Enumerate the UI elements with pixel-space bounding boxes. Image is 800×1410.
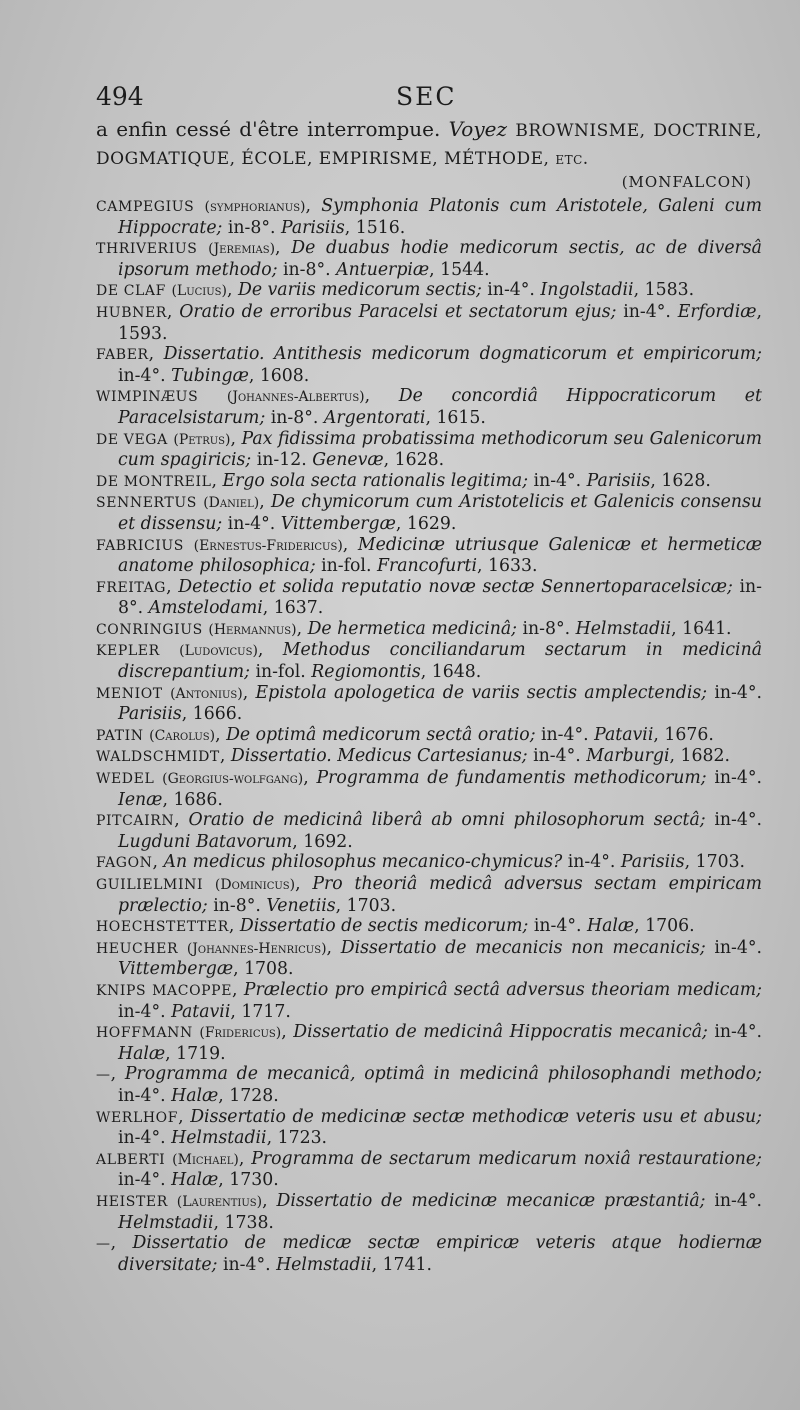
entry-author: DE CLAF — [96, 283, 166, 300]
page-body — [96, 116, 762, 1275]
bibliography-entry: HOECHSTETTER, Dissertatio de sectis medicorum; in-4°. Halæ, 1706. — [96, 916, 695, 937]
entry-place: Regiomontis — [311, 662, 421, 683]
entry-year: 1719. — [176, 1043, 226, 1064]
entry-place: Lugduni Batavorum — [118, 831, 293, 852]
entry-year: 1706. — [645, 916, 695, 937]
entry-title: Dissertatio de medicinæ mecanicæ præstantiâ; — [276, 1190, 706, 1211]
entry-given-name: (Lucius) — [171, 283, 227, 300]
entry-year: 1682. — [680, 746, 730, 767]
entry-title: Epistola apologetica de variis sectis amplectendis; — [255, 682, 708, 703]
entry-author: CONRINGIUS — [96, 621, 203, 638]
entry-format: in-4°. — [118, 365, 166, 386]
entry-format: in-4°. — [714, 1190, 763, 1211]
entry-title: Oratio de medicinâ liberâ ab omni philosophorum sectâ; — [188, 810, 706, 831]
entry-place: Helmstadii — [575, 618, 672, 639]
entry-year: 1703. — [695, 852, 746, 873]
running-title: SEC — [396, 82, 457, 111]
entry-title: De chymicorum cum Aristotelicis et Galenicis consensu et dissensu; — [118, 492, 762, 534]
entry-author: KNIPS MACOPPE — [96, 982, 233, 999]
entry-year: 1666. — [192, 704, 243, 725]
entry-year: 1516. — [355, 217, 406, 238]
entry-given-name: (Hermannus) — [208, 621, 297, 638]
entry-given-name: (Ludovicus) — [179, 643, 258, 660]
bibliography-entry: HOFFMANN (Fridericus), Dissertatio de medicinâ Hippocratis mecanicâ; in-4°. Halæ, 1719. — [96, 1022, 762, 1064]
bibliography-entry: KEPLER (Ludovicus), Methodus conciliandarum sectarum in medicinâ discrepantium; in-fol. Regiomontis, 1648. — [96, 640, 762, 683]
entry-given-name: (Ernestus-Fridericus) — [193, 537, 343, 554]
entry-year: 1633. — [488, 556, 538, 577]
entry-title: Dissertatio de medicæ sectæ empiricæ veteris atque hodiernæ diversitate; — [118, 1233, 762, 1275]
entry-place: Ienæ — [118, 789, 163, 810]
entry-format: in-4°. — [541, 724, 589, 745]
entry-format: in-4°. — [227, 513, 276, 534]
entry-given-name: (Antonius) — [170, 685, 243, 702]
bibliography-entry: KNIPS MACOPPE, Prælectio pro empiricâ sectâ adversus theoriam medicam; in-4°. Patavii, 1717. — [96, 979, 762, 1022]
entry-place: Halæ — [171, 1170, 219, 1191]
page-number: 494 — [96, 82, 144, 111]
entry-given-name: (Carolus) — [149, 727, 216, 744]
entry-author: MENIOT — [96, 685, 163, 702]
entry-format: in-8°. — [213, 895, 261, 916]
bibliography-entry: MENIOT (Antonius), Epistola apologetica de variis sectis amplectendis; in-4°. Parisiis, 1666. — [96, 682, 762, 725]
entry-format: in-4°. — [714, 682, 762, 703]
entry-format: in-4°. — [487, 280, 535, 301]
entry-year: 1628. — [394, 450, 445, 471]
entry-title: Dissertatio de sectis medicorum; — [239, 916, 529, 937]
bibliography-list — [96, 196, 762, 1275]
entry-year: 1641. — [682, 618, 732, 639]
entry-place: Parisiis — [620, 852, 685, 873]
entry-author: GUILIELMINI — [96, 877, 204, 893]
see-also-references: BROWNISME, DOCTRINE, DOGMATIQUE, ÉCOLE, EMPIRISME, MÉTHODE, etc. — [96, 121, 763, 169]
bibliography-entry: WERLHOF, Dissertatio de medicinæ sectæ methodicæ veteris usu et abusu; in-4°. Helmstadii, 1723. — [96, 1106, 762, 1149]
entry-title: Programma de mecanicâ, optimâ in medicinâ philosophandi methodo; — [124, 1064, 762, 1085]
entry-place: Erfordiæ — [677, 301, 757, 322]
entry-title: Methodus conciliandarum sectarum in medicinâ discrepantium; — [118, 640, 762, 683]
entry-place: Halæ — [118, 1043, 166, 1064]
bibliography-entry: FABER, Dissertatio. Antithesis medicorum dogmaticorum et empiricorum; in-4°. Tubingæ, 1608. — [96, 344, 762, 386]
bibliography-entry: PATIN (Carolus), De optimâ medicorum sectâ oratio; in-4°. Patavii, 1676. — [96, 724, 714, 745]
entry-given-name: (Johannes-Albertus) — [226, 389, 365, 406]
entry-year: 1741. — [382, 1254, 433, 1275]
entry-title: An medicus philosophus mecanico-chymicus? — [163, 852, 563, 873]
entry-author: HEUCHER — [96, 940, 179, 957]
bibliography-entry: CAMPEGIUS (symphorianus), Symphonia Platonis cum Aristotele, Galeni cum Hippocrate; in-8°. Parisiis, 1516. — [96, 196, 762, 238]
bibliography-entry: FAGON, An medicus philosophus mecanico-chymicus? in-4°. Parisiis, 1703. — [96, 852, 746, 873]
bibliography-entry: FABRICIUS (Ernestus-Fridericus), Medicinæ utriusque Galenicæ et hermeticæ anatome philosophica; in-fol. Francofurti, 1633. — [96, 534, 762, 577]
entry-author: ALBERTI — [96, 1151, 166, 1168]
entry-place: Patavii — [171, 1001, 231, 1022]
entry-year: 1708. — [244, 959, 294, 980]
entry-year: 1608. — [259, 365, 310, 386]
entry-title: Detectio et solida reputatio novæ sectæ Sennertoparacelsicæ; — [178, 576, 733, 597]
entry-format: in-4°. — [533, 470, 582, 491]
entry-format: in-4°. — [714, 810, 762, 831]
entry-title: Dissertatio de medicinâ Hippocratis mecanicâ; — [293, 1022, 708, 1043]
entry-given-name: (Michael) — [172, 1151, 239, 1168]
entry-format: in-4°. — [118, 1085, 166, 1106]
entry-given-name: (Dominicus) — [214, 877, 296, 893]
entry-format: in-4°. — [118, 1170, 166, 1191]
entry-place: Vittembergæ — [280, 513, 396, 534]
entry-title: Dissertatio de mecanicis non mecanicis; — [340, 937, 706, 958]
entry-title: Symphonia Platonis cum Aristotele, Galeni cum Hippocrate; — [118, 196, 762, 238]
entry-place: Parisiis — [281, 217, 345, 238]
entry-place: Francofurti — [376, 556, 477, 577]
entry-given-name: (Fridericus) — [199, 1025, 282, 1042]
entry-year: 1723. — [277, 1128, 328, 1149]
entry-format: in-4°. — [714, 768, 762, 789]
entry-author: FREITAG — [96, 579, 167, 596]
entry-format: in-8°. — [522, 618, 571, 639]
entry-place: Patavii — [594, 724, 654, 745]
entry-author: HOECHSTETTER — [96, 919, 229, 936]
entry-year: 1730. — [229, 1170, 279, 1191]
entry-format: in-4°. — [714, 937, 762, 958]
entry-author: WIMPINÆUS — [96, 389, 199, 406]
entry-place: Helmstadii — [276, 1254, 372, 1275]
entry-place: Halæ — [587, 916, 635, 937]
entry-author: CAMPEGIUS — [96, 199, 195, 215]
bibliography-entry: ALBERTI (Michael), Programma de sectarum medicarum noxiâ restauratione; in-4°. Halæ, 1730. — [96, 1148, 762, 1191]
entry-year: 1728. — [229, 1085, 279, 1106]
entry-given-name: (Georgius-wolfgang) — [162, 771, 304, 788]
bibliography-entry: SENNERTUS (Daniel), De chymicorum cum Aristotelicis et Galenicis consensu et dissensu; in-4°. Vittembergæ, 1629. — [96, 492, 762, 534]
entry-author: HEISTER — [96, 1193, 168, 1210]
entry-format: in-8°. — [227, 217, 276, 238]
entry-given-name: (Johannes-Henricus) — [186, 940, 327, 957]
entry-place: Amstelodami — [148, 598, 263, 619]
bibliography-entry: THRIVERIUS (Jeremias), De duabus hodie medicorum sectis, ac de diversâ ipsorum methodo; in-8°. Antuerpiæ, 1544. — [96, 238, 762, 280]
entry-author: THRIVERIUS — [96, 241, 198, 258]
bibliography-entry: DE CLAF (Lucius), De variis medicorum sectis; in-4°. Ingolstadii, 1583. — [96, 280, 695, 301]
bibliography-entry: WEDEL (Georgius-wolfgang), Programma de fundamentis methodicorum; in-4°. Ienæ, 1686. — [96, 768, 762, 810]
entry-format: in-12. — [256, 450, 307, 471]
entry-author: SENNERTUS — [96, 495, 197, 512]
entry-author: — — [96, 1236, 111, 1253]
entry-year: 1676. — [664, 724, 714, 745]
entry-year: 1648. — [431, 662, 482, 683]
bibliography-entry: CONRINGIUS (Hermannus), De hermetica medicinâ; in-8°. Helmstadii, 1641. — [96, 618, 732, 639]
bibliography-entry: —, Programma de mecanicâ, optimâ in medicinâ philosophandi methodo; in-4°. Halæ, 1728. — [96, 1064, 762, 1106]
entry-author: — — [96, 1067, 111, 1084]
entry-author: WEDEL — [96, 771, 155, 788]
entry-year: 1615. — [436, 407, 486, 428]
entry-year: 1692. — [303, 831, 353, 852]
entry-author: FABER — [96, 347, 149, 364]
entry-year: 1593. — [118, 323, 168, 344]
entry-title: Medicinæ utriusque Galenicæ et hermeticæ anatome philosophica; — [118, 534, 762, 577]
entry-format: in-4°. — [118, 1001, 166, 1022]
entry-format: in-fol. — [321, 556, 372, 577]
entry-year: 1738. — [224, 1212, 274, 1233]
bibliography-entry: HUBNER, Oratio de erroribus Paracelsi et sectatorum ejus; in-4°. Erfordiæ, 1593. — [96, 301, 762, 344]
entry-author: PITCAIRN — [96, 813, 175, 830]
entry-format: in-4°. — [118, 1128, 166, 1149]
entry-author: HOFFMANN — [96, 1025, 193, 1042]
entry-format: in-4°. — [714, 1022, 762, 1043]
entry-given-name: (Laurentius) — [176, 1193, 263, 1210]
entry-given-name: (Petrus) — [173, 431, 231, 448]
bibliography-entry: DE MONTREIL, Ergo sola secta rationalis legitima; in-4°. Parisiis, 1628. — [96, 470, 711, 491]
entry-author: KEPLER — [96, 643, 160, 660]
entry-year: 1717. — [241, 1001, 291, 1022]
entry-format: in-4°. — [533, 746, 581, 767]
author-signature: (MONFALCON) — [621, 173, 752, 191]
entry-author: HUBNER — [96, 304, 167, 321]
entry-format: in-4°. — [222, 1254, 271, 1275]
intro-lead: a enfin cessé d'être interrompue. — [96, 117, 441, 141]
entry-place: Genevæ — [312, 450, 384, 471]
entry-format: in-4°. — [533, 916, 582, 937]
entry-title: De duabus hodie medicorum sectis, ac de diversâ ipsorum methodo; — [118, 238, 762, 280]
entry-place: Antuerpiæ — [336, 259, 430, 280]
entry-title: De variis medicorum sectis; — [237, 280, 482, 301]
entry-format: in-8°. — [283, 259, 331, 280]
see-also-label: Voyez — [448, 117, 507, 141]
entry-author: WALDSCHMIDT — [96, 749, 220, 766]
entry-title: Oratio de erroribus Paracelsi et sectatorum ejus; — [179, 301, 617, 322]
entry-given-name: (Jeremias) — [208, 241, 276, 258]
entry-year: 1637. — [273, 598, 324, 619]
entry-title: Ergo sola secta rationalis legitima; — [222, 470, 529, 491]
bibliography-entry: FREITAG, Detectio et solida reputatio novæ sectæ Sennertoparacelsicæ; in-8°. Amstelodami, 1637. — [96, 576, 762, 619]
entry-place: Argentorati — [323, 407, 426, 428]
entry-year: 1703. — [346, 895, 397, 916]
entry-year: 1629. — [406, 513, 457, 534]
bibliography-entry: WALDSCHMIDT, Dissertatio. Medicus Cartesianus; in-4°. Marburgi, 1682. — [96, 746, 730, 767]
entry-place: Ingolstadii — [540, 280, 634, 301]
bibliography-entry: DE VEGA (Petrus), Pax fidissima probatissima methodicorum seu Galenicorum cum spagiricis; in-12. Genevæ, 1628. — [96, 428, 762, 471]
entry-place: Parisiis — [586, 470, 651, 491]
entry-title: Dissertatio. Antithesis medicorum dogmaticorum et empiricorum; — [163, 344, 762, 365]
entry-place: Helmstadii — [118, 1212, 214, 1233]
entry-title: Pro theoriâ medicâ adversus sectam empiricam prælectio; — [118, 874, 762, 916]
entry-place: Halæ — [171, 1085, 219, 1106]
entry-title: Programma de fundamentis methodicorum; — [316, 768, 707, 789]
entry-place: Tubingæ — [171, 365, 249, 386]
page-header — [96, 82, 746, 114]
entry-place: Marburgi — [586, 746, 670, 767]
entry-title: De concordiâ Hippocraticorum et Paracelsistarum; — [118, 386, 762, 428]
entry-author: PATIN — [96, 727, 144, 744]
bibliography-entry: HEUCHER (Johannes-Henricus), Dissertatio de mecanicis non mecanicis; in-4°. Vittembergæ, 1708. — [96, 937, 762, 980]
entry-title: Pax fidissima probatissima methodicorum seu Galenicorum cum spagiricis; — [118, 428, 762, 471]
entry-year: 1544. — [440, 259, 490, 280]
entry-place: Helmstadii — [171, 1128, 267, 1149]
bibliography-entry: PITCAIRN, Oratio de medicinâ liberâ ab omni philosophorum sectâ; in-4°. Lugduni Batavorum, 1692. — [96, 810, 762, 852]
entry-year: 1628. — [661, 470, 711, 491]
bibliography-entry: GUILIELMINI (Dominicus), Pro theoriâ medicâ adversus sectam empiricam prælectio; in-8°. Venetiis, 1703. — [96, 874, 762, 916]
entry-title: De hermetica medicinâ; — [307, 618, 517, 639]
entry-given-name: (symphorianus) — [204, 199, 306, 215]
entry-title: Dissertatio de medicinæ sectæ methodicæ veteris usu et abusu; — [190, 1106, 762, 1127]
entry-title: Programma de sectarum medicarum noxiâ restauratione; — [251, 1148, 762, 1169]
entry-title: De optimâ medicorum sectâ oratio; — [226, 724, 536, 745]
entry-format: in-4°. — [623, 301, 671, 322]
entry-title: Dissertatio. Medicus Cartesianus; — [230, 746, 528, 767]
entry-format: in-4°. — [567, 852, 616, 873]
entry-title: Prælectio pro empiricâ sectâ adversus theoriam medicam; — [243, 979, 762, 1000]
entry-year: 1686. — [173, 789, 223, 810]
entry-place: Parisiis — [118, 704, 182, 725]
entry-author: WERLHOF — [96, 1109, 179, 1126]
entry-author: DE MONTREIL — [96, 473, 212, 490]
entry-given-name: (Daniel) — [203, 495, 260, 512]
bibliography-entry: —, Dissertatio de medicæ sectæ empiricæ veteris atque hodiernæ diversitate; in-4°. Helmstadii, 1741. — [96, 1233, 762, 1275]
entry-author: FAGON — [96, 855, 153, 872]
bibliography-entry: WIMPINÆUS (Johannes-Albertus), De concordiâ Hippocraticorum et Paracelsistarum; in-8°. Argentorati, 1615. — [96, 386, 762, 428]
intro-paragraph — [96, 116, 762, 172]
entry-format: in-fol. — [255, 662, 306, 683]
entry-author: FABRICIUS — [96, 537, 184, 554]
entry-place: Vittembergæ — [118, 959, 234, 980]
entry-author: DE VEGA — [96, 431, 168, 448]
entry-year: 1583. — [644, 280, 695, 301]
entry-format: in-8°. — [270, 407, 319, 428]
entry-format: in-8°. — [118, 576, 762, 619]
bibliography-entry: HEISTER (Laurentius), Dissertatio de medicinæ mecanicæ præstantiâ; in-4°. Helmstadii, 1738. — [96, 1190, 763, 1233]
entry-place: Venetiis — [266, 895, 336, 916]
